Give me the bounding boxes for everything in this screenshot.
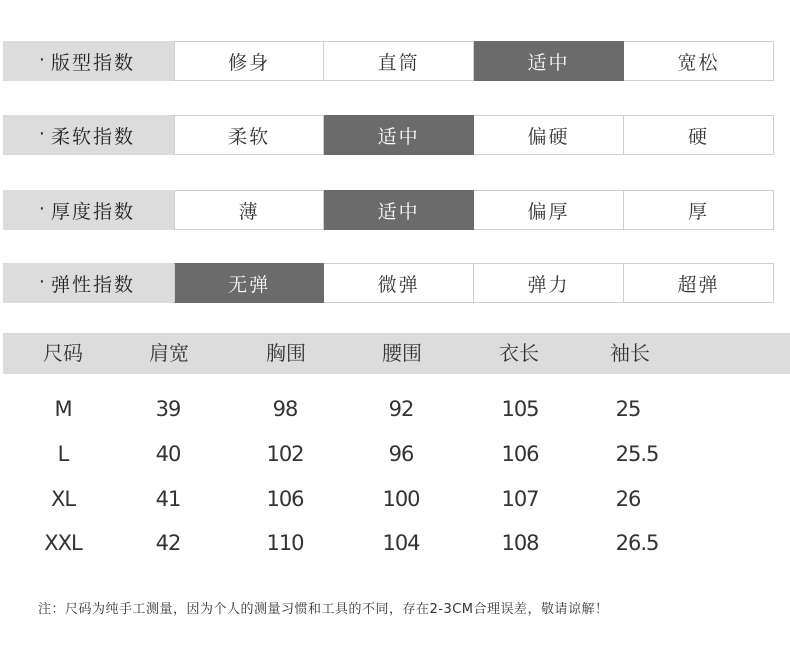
header-length: 衣长: [499, 341, 539, 365]
table-cell: 92: [388, 397, 414, 421]
table-cell: 25: [615, 397, 641, 421]
table-cell: 106: [266, 487, 304, 511]
table-cell: 108: [501, 531, 539, 555]
table-cell: 39: [155, 397, 181, 421]
table-cell: 40: [155, 442, 181, 466]
table-cell: 107: [501, 487, 539, 511]
index-label: · 厚度指数: [3, 190, 174, 230]
table-cell: 105: [501, 397, 539, 421]
table-cell: 104: [382, 531, 420, 555]
table-cell: 25.5: [615, 442, 659, 466]
index-option: 偏厚: [474, 190, 624, 230]
index-option: 薄: [174, 190, 324, 230]
table-cell: 98: [272, 397, 298, 421]
table-cell: 42: [155, 531, 181, 555]
index-option: 宽松: [624, 41, 774, 81]
index-option: 厚: [624, 190, 774, 230]
index-label: · 弹性指数: [3, 263, 174, 303]
index-option-selected: 无弹: [174, 263, 324, 303]
index-option: 超弹: [624, 263, 774, 303]
table-cell: 110: [266, 531, 304, 555]
index-option-selected: 适中: [474, 41, 624, 81]
table-cell: 102: [266, 442, 304, 466]
size-table-header: [3, 333, 790, 374]
index-label: · 版型指数: [3, 41, 174, 81]
index-option: 微弹: [324, 263, 474, 303]
index-option: 弹力: [474, 263, 624, 303]
index-option-selected: 适中: [324, 115, 474, 155]
table-cell: M: [54, 397, 72, 421]
index-option: 修身: [174, 41, 324, 81]
index-option-selected: 适中: [324, 190, 474, 230]
index-row-softness: [3, 115, 774, 155]
index-row-elasticity: [3, 263, 774, 303]
header-shoulder: 肩宽: [149, 341, 189, 365]
header-sleeve: 袖长: [610, 341, 650, 365]
table-cell: 26: [615, 487, 641, 511]
header-chest: 胸围: [266, 341, 306, 365]
index-option: 偏硬: [474, 115, 624, 155]
header-size: 尺码: [43, 341, 83, 365]
table-cell: XXL: [44, 531, 82, 555]
index-row-fit: [3, 41, 774, 81]
table-cell: 100: [382, 487, 420, 511]
index-option: 柔软: [174, 115, 324, 155]
table-cell: XL: [50, 487, 76, 511]
table-cell: 41: [155, 487, 181, 511]
table-cell: 26.5: [615, 531, 659, 555]
index-option: 直筒: [324, 41, 474, 81]
table-cell: L: [57, 442, 69, 466]
measurement-note: 注：尺码为纯手工测量，因为个人的测量习惯和工具的不同，存在2-3CM合理误差，敬请谅解！: [38, 602, 609, 617]
table-cell: 96: [388, 442, 414, 466]
table-cell: 106: [501, 442, 539, 466]
index-label: · 柔软指数: [3, 115, 174, 155]
header-waist: 腰围: [382, 341, 422, 365]
index-row-thickness: [3, 190, 774, 230]
index-option: 硬: [624, 115, 774, 155]
